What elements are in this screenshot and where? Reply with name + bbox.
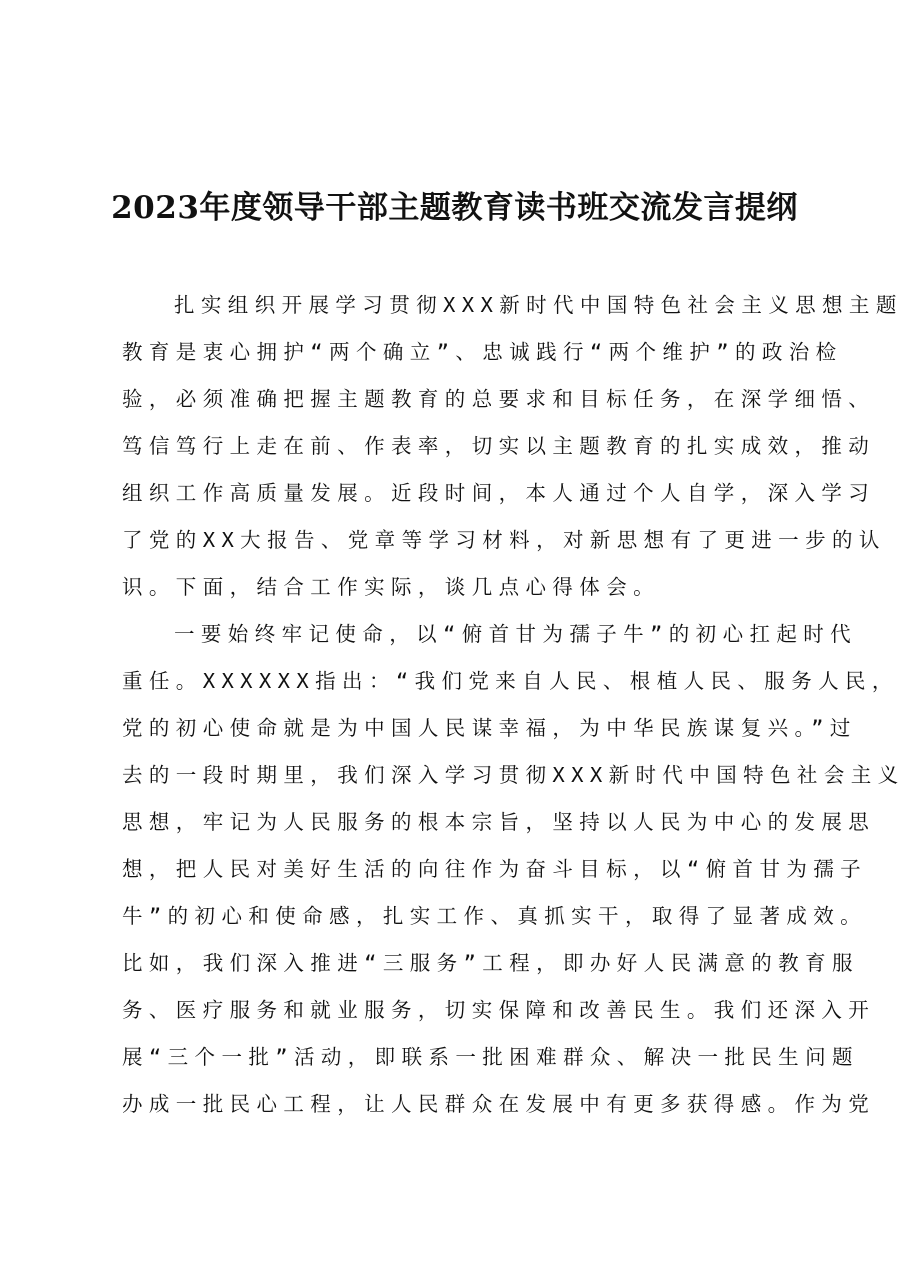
paragraph-2-line-6: 想，把人民对美好生活的向往作为奋斗目标，以“俯首甘为孺子 bbox=[122, 857, 868, 881]
paragraph-1-line-6: 了党的XX大报告、党章等学习材料，对新思想有了更进一步的认 bbox=[122, 528, 886, 552]
paragraph-2-line-3: 党的初心使命就是为中国人民谋幸福，为中华民族谋复兴。”过 bbox=[122, 716, 857, 740]
paragraph-2-line-4: 去的一段时期里，我们深入学习贯彻XXX新时代中国特色社会主义 bbox=[122, 763, 905, 787]
document-title: 2023年度领导干部主题教育读书班交流发言提纲 bbox=[111, 190, 798, 226]
paragraph-2-line-2: 重任。XXXXXX指出：“我们党来自人民、根植人民、服务人民， bbox=[122, 669, 899, 693]
paragraph-2-line-1: 一要始终牢记使命，以“俯首甘为孺子牛”的初心扛起时代 bbox=[174, 622, 858, 646]
document-body bbox=[122, 282, 905, 1128]
paragraph-2-line-9: 务、医疗服务和就业服务，切实保障和改善民生。我们还深入开 bbox=[122, 998, 876, 1022]
paragraph-1-line-1: 扎实组织开展学习贯彻XXX新时代中国特色社会主义思想主题 bbox=[174, 293, 903, 317]
paragraph-2-line-5: 思想，牢记为人民服务的根本宗旨，坚持以人民为中心的发展思 bbox=[122, 810, 876, 834]
paragraph-1-line-7: 识。下面，结合工作实际，谈几点心得体会。 bbox=[122, 575, 660, 599]
paragraph-2-line-10: 展“三个一批”活动，即联系一批困难群众、解决一批民生问题 bbox=[122, 1045, 859, 1069]
paragraph-1-line-3: 验，必须准确把握主题教育的总要求和目标任务，在深学细悟、 bbox=[122, 387, 876, 411]
paragraph-1-line-5: 组织工作高质量发展。近段时间，本人通过个人自学，深入学习 bbox=[122, 481, 876, 505]
paragraph-1-line-2: 教育是衷心拥护“两个确立”、忠诚践行“两个维护”的政治检 bbox=[122, 340, 843, 364]
paragraph-2-line-11: 办成一批民心工程，让人民群众在发展中有更多获得感。作为党 bbox=[122, 1092, 876, 1116]
paragraph-2-line-8: 比如，我们深入推进“三服务”工程，即办好人民满意的教育服 bbox=[122, 951, 859, 975]
paragraph-2-line-7: 牛”的初心和使命感，扎实工作、真抓实干，取得了显著成效。 bbox=[122, 904, 868, 928]
paragraph-1-line-4: 笃信笃行上走在前、作表率，切实以主题教育的扎实成效，推动 bbox=[122, 434, 876, 458]
